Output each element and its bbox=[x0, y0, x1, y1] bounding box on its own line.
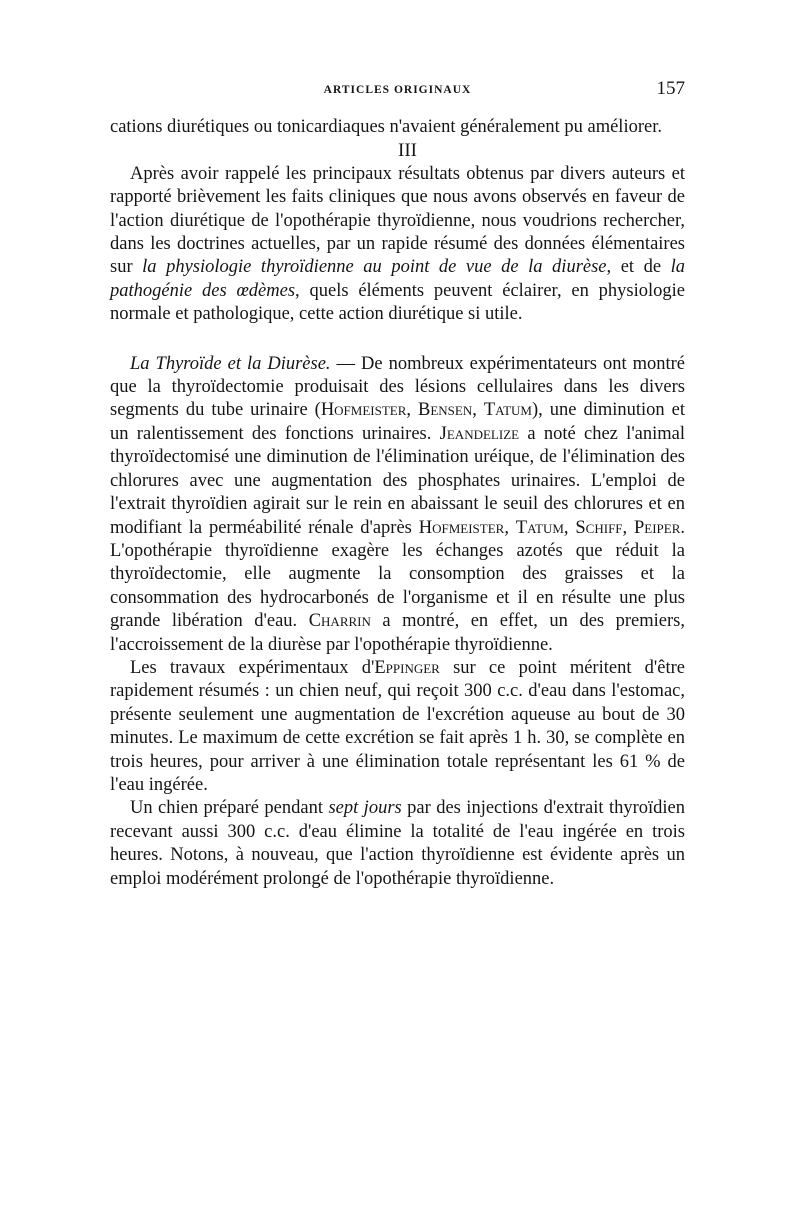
p2-text-e: a noté chez l'animal thyroïdectomisé une diminution de l'élimination uréique, de l'élimination des chlorures avec une augmentation des phosphates urinaires. L'emploi de l'extrait thyroïdien agirait sur le rein en abaissant le seuil des chlorures et en modifiant la perméabilité rénale d'après bbox=[110, 423, 685, 538]
author-name: Peiper bbox=[634, 517, 681, 538]
paragraph-chien-prepare bbox=[110, 797, 685, 891]
running-title: ARTICLES ORIGINAUX bbox=[323, 84, 472, 96]
author-name: Charrin bbox=[308, 611, 371, 632]
intro-text-2: , et de bbox=[606, 257, 671, 278]
author-name: Eppinger bbox=[374, 657, 440, 678]
p2-text-f: , bbox=[504, 517, 516, 538]
p2-text-b: , bbox=[406, 400, 419, 421]
p2-text-g: , bbox=[563, 517, 576, 538]
author-name: Hofmeister bbox=[418, 517, 505, 538]
p2-text-c: , bbox=[472, 400, 484, 421]
intro-text-1: Après avoir rappelé les principaux résultats obtenus par divers auteurs et rapporté brièvement les faits cliniques que nous avons observés en faveur de l'action diurétique de l'opothérapie thyroïdienne, nous voudrions rechercher, dans les doctrines actuelles, par un rapide résumé des données élémentaires sur bbox=[110, 163, 685, 278]
page-header bbox=[110, 78, 685, 102]
author-name: Bensen bbox=[418, 400, 473, 421]
intro-italic-2: la pathogénie des œdèmes bbox=[110, 257, 685, 301]
p2-text-h: , bbox=[622, 517, 634, 538]
p4-text-c: par des injections d'extrait thyroïdien recevant aussi 300 c.c. d'eau élimine la totalité de l'eau ingérée en trois heures. Notons, à nouveau, que l'action thyroïdienne est évidente après un emploi modérément prolongé de l'opothérapie thyroïdienne. bbox=[110, 798, 685, 889]
paragraph-intro bbox=[110, 163, 685, 327]
intro-italic-1: la physiologie thyroïdienne au point de vue de la diurèse bbox=[142, 257, 607, 278]
p2-text-d: ), une diminution et un ralentissement des fonctions urinaires. bbox=[110, 400, 685, 444]
page-number: 157 bbox=[656, 78, 685, 99]
author-name: Jeandelize bbox=[439, 423, 520, 444]
p3-text-a: Les travaux expérimentaux d' bbox=[130, 657, 375, 678]
body-text bbox=[110, 116, 685, 891]
author-name: Tatum bbox=[483, 400, 532, 421]
p4-italic: sept jours bbox=[328, 798, 402, 819]
section-heading: III bbox=[398, 140, 417, 162]
paragraph-thyroide-diurese bbox=[110, 353, 685, 657]
author-name: Tatum bbox=[515, 517, 564, 538]
p4-text-a: Un chien préparé pendant bbox=[130, 798, 329, 819]
intro-text-3: , quels éléments peuvent éclairer, en physiologie normale et pathologique, cette action diurétique si utile. bbox=[110, 280, 685, 325]
paragraph-eppinger bbox=[110, 657, 685, 797]
p2-text-a: — De nombreux expérimentateurs ont montré que la thyroïdectomie produisait des lésions cellulaires dans les divers segments du tube urinaire ( bbox=[110, 353, 685, 421]
paragraph-continuation: cations diurétiques ou tonicardiaques n'avaient généralement pu améliorer. bbox=[110, 117, 662, 137]
author-name: Schiff bbox=[575, 517, 623, 538]
p2-text-i: . L'opothérapie thyroïdienne exagère les échanges azotés que réduit la thyroïdectomie, elle augmente la consomption des graisses et la consommation des hydrocarbonés de l'organisme et il en résulte une plus grande libération d'eau. bbox=[110, 517, 686, 632]
paragraph-gap bbox=[110, 327, 685, 353]
subsection-heading: La Thyroïde et la Diurèse. bbox=[130, 353, 331, 374]
author-name: Hofmeister bbox=[320, 400, 407, 421]
p2-text-j: a montré, en effet, un des premiers, l'accroissement de la diurèse par l'opothérapie thyroïdienne. bbox=[110, 611, 685, 655]
p3-text-b: sur ce point méritent d'être rapidement résumés : un chien neuf, qui reçoit 300 c.c. d'eau dans l'estomac, présente seulement une augmentation de l'excrétion aqueuse au bout de 30 minutes. Le maximum de cette excrétion se fait après 1 h. 30, se complète en trois heures, pour arriver à une élimination totale représentant les 61 % de l'eau ingérée. bbox=[110, 657, 685, 795]
